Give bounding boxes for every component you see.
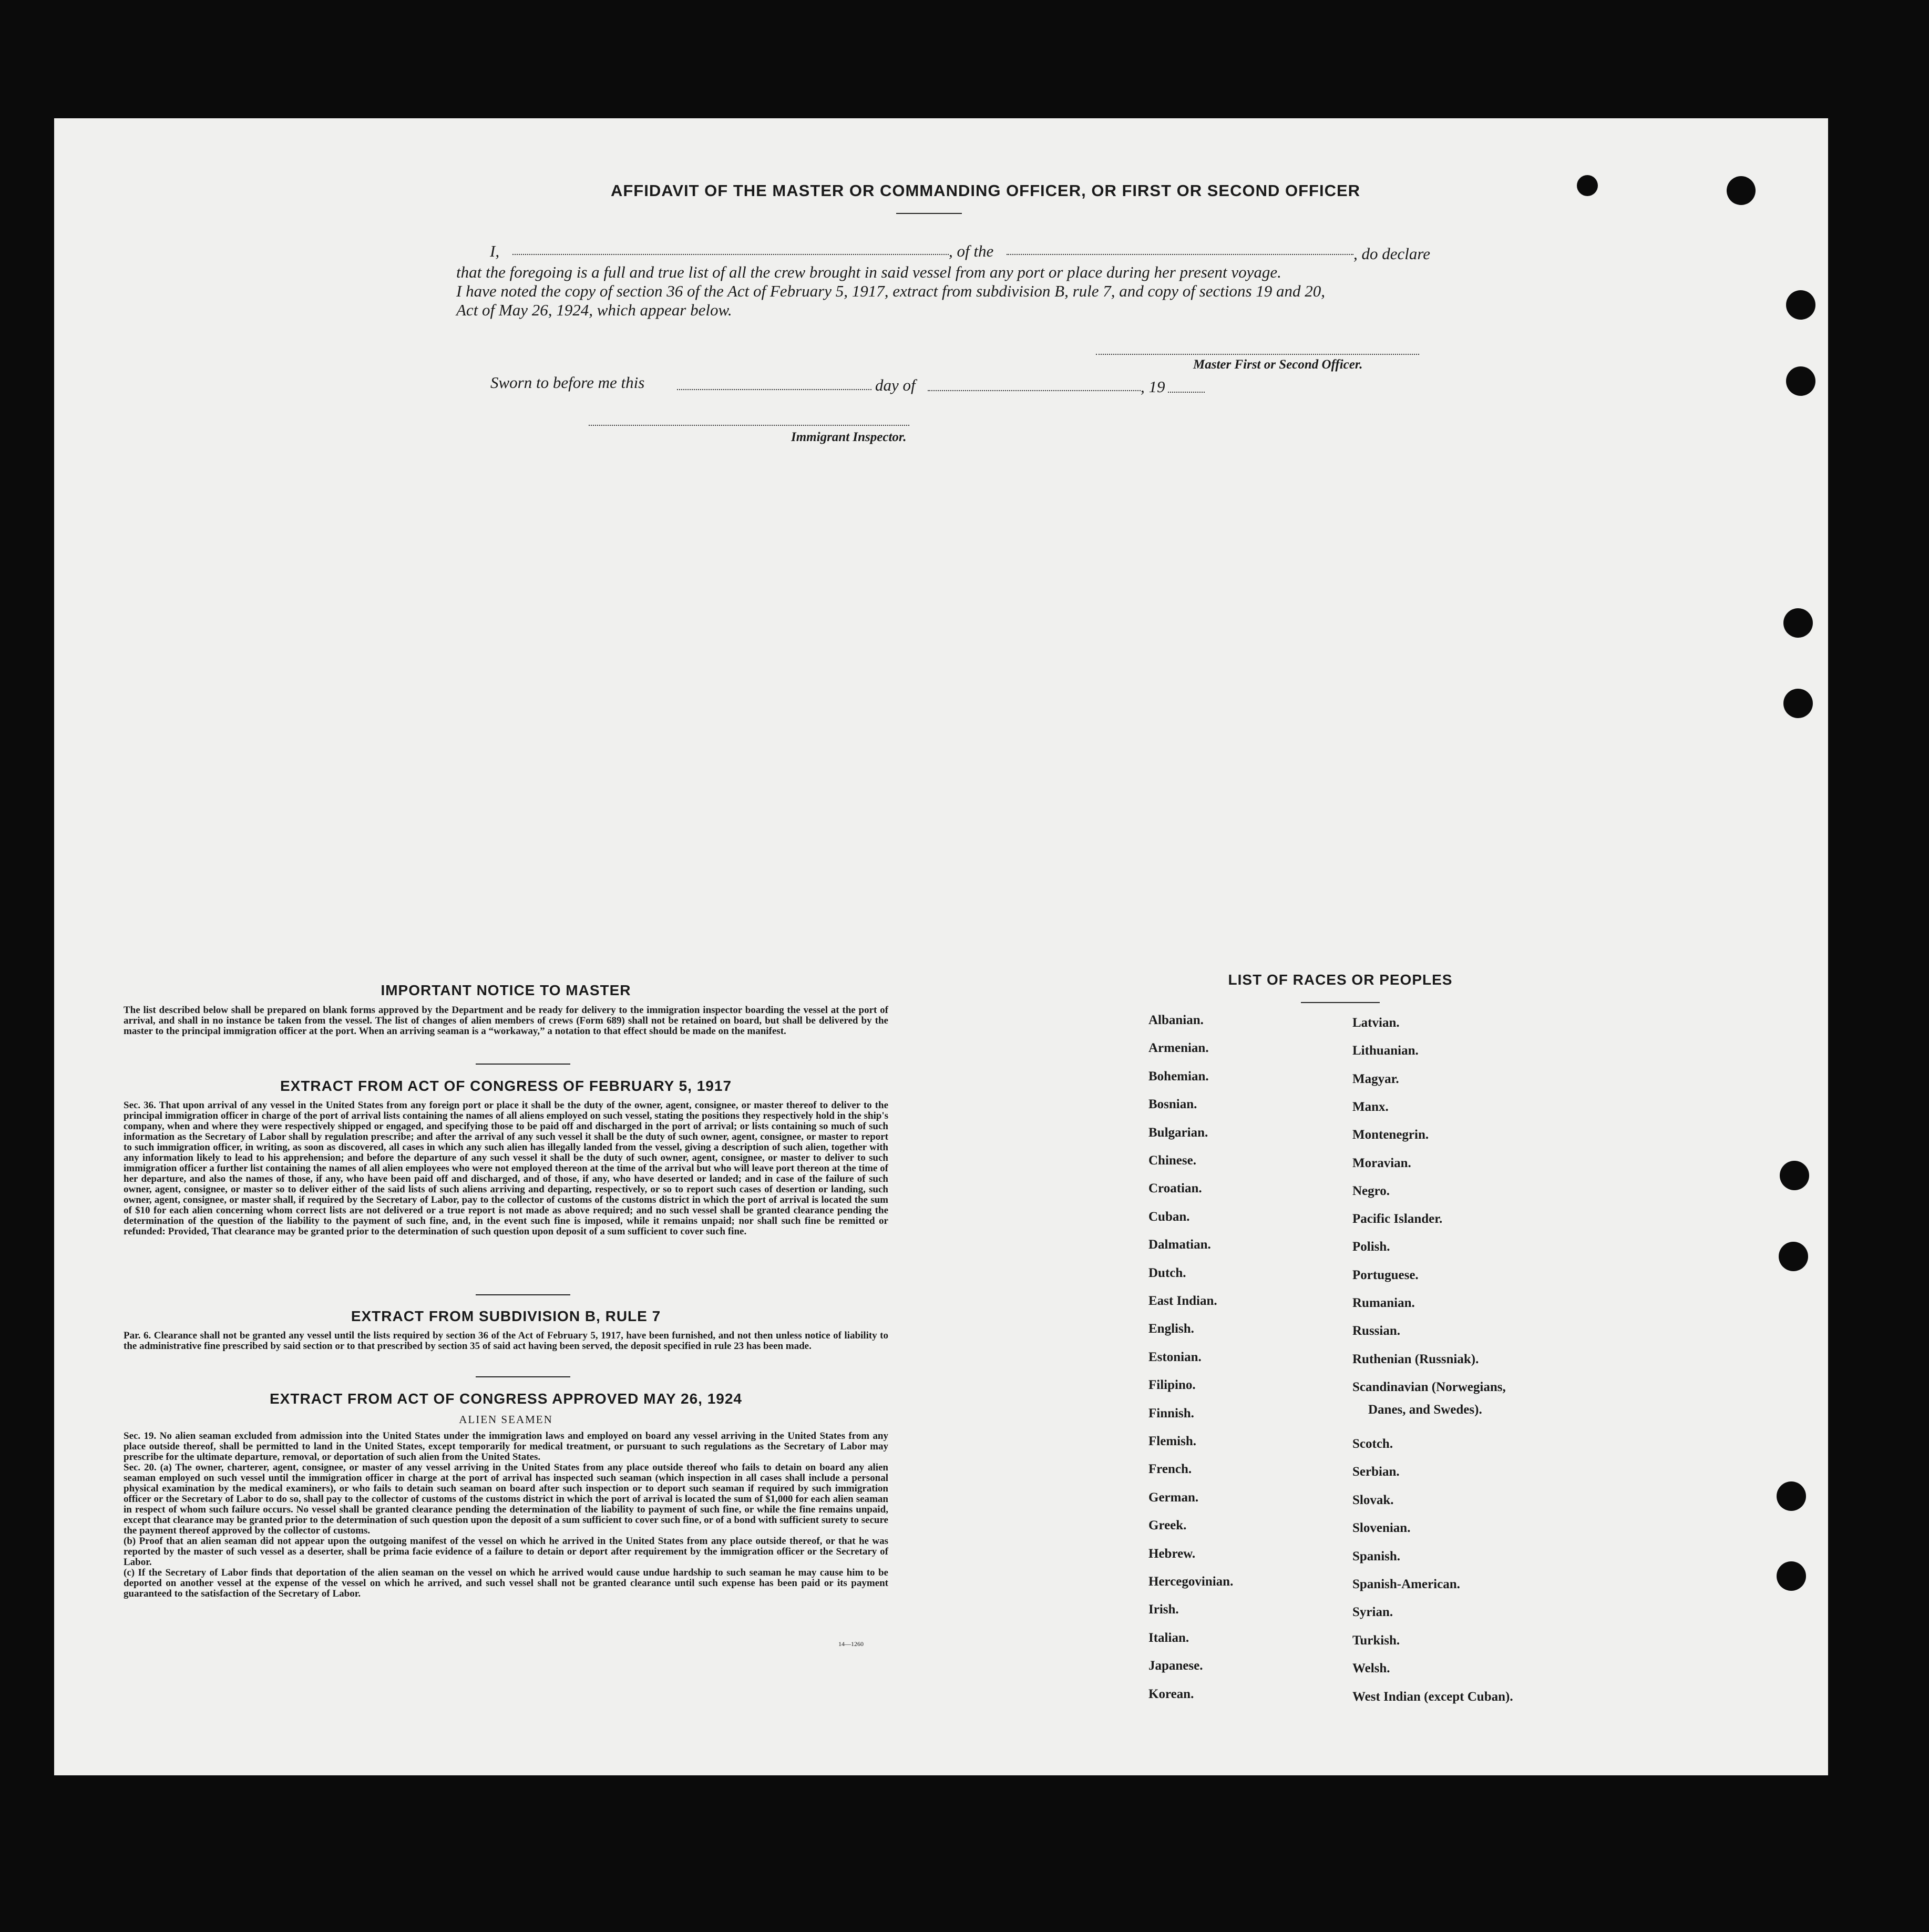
affidavit-statement bbox=[456, 263, 1439, 320]
section-20b: (b) Proof that an alien seaman did not appear upon the outgoing manifest of the vessel on which he arrived in the United States from any place outside thereof, or that he was reported by the master of such vessel as a deserter, shall be prima facie evidence of a failure to detain or deport after requirement by the immigration officer or the Secretary of Labor. bbox=[124, 1536, 888, 1568]
punch-hole bbox=[1786, 290, 1815, 320]
inspector-label: Immigrant Inspector. bbox=[791, 430, 907, 444]
section-20c: (c) If the Secretary of Labor finds that deportation of the alien seaman on the vessel on which he arrived would cause undue hardship to such seaman he may cause him to be deported on another vessel at the expense of the vessel on which he arrived, and such vessel shall not be granted clearance until such expense has been paid or its payment guaranteed to the satisfaction of the Secretary of Labor. bbox=[124, 1567, 888, 1599]
extract-1924-title: EXTRACT FROM ACT OF CONGRESS APPROVED MAY 26, 1924 bbox=[270, 1391, 742, 1407]
sworn-day-field[interactable] bbox=[677, 389, 871, 390]
race-item: English. bbox=[1148, 1322, 1194, 1336]
race-item: Magyar. bbox=[1352, 1071, 1399, 1086]
punch-hole bbox=[1783, 608, 1813, 638]
officer-label: Master First or Second Officer. bbox=[1193, 357, 1363, 372]
sworn-month-field[interactable] bbox=[928, 390, 1141, 391]
race-item: Japanese. bbox=[1148, 1659, 1203, 1673]
race-item: Hercegovinian. bbox=[1148, 1575, 1234, 1589]
race-item: Finnish. bbox=[1148, 1406, 1194, 1420]
affidavit-line-1: that the foregoing is a full and true list of all the crew brought in said vessel from any port or place during her present voyage. bbox=[456, 263, 1281, 281]
punch-hole bbox=[1777, 1561, 1806, 1591]
race-item: Irish. bbox=[1148, 1602, 1179, 1617]
race-item: Italian. bbox=[1148, 1630, 1189, 1645]
sworn-year-field[interactable] bbox=[1168, 392, 1205, 393]
race-item: Moravian. bbox=[1352, 1156, 1411, 1170]
race-item: Syrian. bbox=[1352, 1605, 1393, 1620]
race-item: Pacific Islander. bbox=[1352, 1212, 1443, 1226]
sworn-label: Sworn to before me this bbox=[490, 373, 645, 392]
race-item: Slovak. bbox=[1352, 1493, 1394, 1507]
section-divider bbox=[476, 1376, 570, 1377]
race-item: Flemish. bbox=[1148, 1434, 1196, 1448]
inspector-signature-field[interactable] bbox=[589, 425, 909, 426]
race-item: Dalmatian. bbox=[1148, 1238, 1211, 1252]
race-item: Korean. bbox=[1148, 1686, 1194, 1701]
races-title: LIST OF RACES OR PEOPLES bbox=[1228, 972, 1453, 988]
race-item: Greek. bbox=[1148, 1518, 1187, 1533]
race-item: German. bbox=[1148, 1490, 1199, 1505]
race-item: Scotch. bbox=[1352, 1437, 1393, 1451]
subdivision-body: Par. 6. Clearance shall not be granted any vessel until the lists required by section 36 of the Act of February 5, 1917, have been furnished, and not then unless notice of liability to the administrative fine prescribed by said section or to that prescribed by section 35 of said act having been served, the deposit specified in rule 23 has been made. bbox=[124, 1330, 888, 1352]
notice-body: The list described below shall be prepared on blank forms approved by the Department and be ready for delivery to the immigration inspector boarding the vessel at the port of arrival, and shall in no instance be taken from the vessel. The list of changes of alien members of crews (Form 689) shall not be retained on board, but shall be delivered by the master to the principal immigration officer at the port. When an arriving seaman is a “workaway,” a notation to that effect should be made on the manifest. bbox=[124, 1005, 888, 1037]
race-item: Rumanian. bbox=[1352, 1296, 1415, 1310]
race-item: French. bbox=[1148, 1462, 1192, 1477]
race-item: Scandinavian (Norwegians, bbox=[1352, 1379, 1506, 1394]
name-field[interactable] bbox=[512, 254, 949, 255]
extract-1924-body bbox=[124, 1431, 888, 1599]
affidavit-do-declare: , do declare bbox=[1353, 244, 1431, 263]
race-item: Armenian. bbox=[1148, 1041, 1209, 1056]
affidavit-line-3: Act of May 26, 1924, which appear below. bbox=[456, 301, 732, 319]
race-item: Welsh. bbox=[1352, 1661, 1390, 1676]
ink-blot bbox=[1727, 176, 1756, 205]
race-item: Danes, and Swedes). bbox=[1368, 1403, 1482, 1417]
race-item: Albanian. bbox=[1148, 1013, 1204, 1027]
race-item: Hebrew. bbox=[1148, 1546, 1196, 1561]
race-item: Bulgarian. bbox=[1148, 1125, 1208, 1140]
section-divider bbox=[476, 1294, 570, 1295]
race-item: Ruthenian (Russniak). bbox=[1352, 1352, 1479, 1366]
race-item: Bohemian. bbox=[1148, 1069, 1209, 1083]
punch-hole bbox=[1780, 1161, 1809, 1190]
race-item: West Indian (except Cuban). bbox=[1352, 1689, 1513, 1704]
race-item: Lithuanian. bbox=[1352, 1044, 1419, 1058]
section-divider bbox=[476, 1064, 570, 1065]
race-item: Portuguese. bbox=[1352, 1267, 1419, 1282]
vessel-field[interactable] bbox=[1007, 254, 1353, 255]
race-item: Dutch. bbox=[1148, 1265, 1186, 1280]
officer-signature-field[interactable] bbox=[1096, 354, 1419, 355]
race-item: Turkish. bbox=[1352, 1633, 1400, 1648]
race-item: Latvian. bbox=[1352, 1016, 1400, 1030]
form-number: 14—1260 bbox=[838, 1640, 864, 1648]
race-item: Estonian. bbox=[1148, 1350, 1202, 1364]
races-divider bbox=[1301, 1002, 1380, 1003]
year-label: , 19 bbox=[1141, 377, 1165, 396]
race-item: Croatian. bbox=[1148, 1181, 1202, 1196]
race-item: Spanish-American. bbox=[1352, 1577, 1460, 1591]
day-of-label: day of bbox=[875, 376, 916, 394]
notice-title: IMPORTANT NOTICE TO MASTER bbox=[381, 982, 631, 998]
affidavit-line-2: I have noted the copy of section 36 of the Act of February 5, 1917, extract from subdivision B, rule 7, and copy of sections 19 and 20, bbox=[456, 282, 1326, 300]
alien-seamen-subtitle: ALIEN SEAMEN bbox=[459, 1413, 553, 1426]
affidavit-of-the: , of the bbox=[949, 242, 994, 260]
punch-hole bbox=[1786, 366, 1815, 396]
punch-hole bbox=[1779, 1242, 1808, 1271]
race-item: Slovenian. bbox=[1352, 1521, 1411, 1536]
title-divider bbox=[896, 213, 962, 214]
punch-hole bbox=[1777, 1481, 1806, 1511]
race-item: East Indian. bbox=[1148, 1294, 1217, 1308]
affidavit-i-label: I, bbox=[490, 242, 500, 260]
section-20a: Sec. 20. (a) The owner, charterer, agent, consignee, or master of any vessel arriving in the United States from any place outside thereof who fails to detain on board any alien seaman employed on such vessel until the immigration officer in charge at the port of arrival has inspected such seaman (which inspection in all cases shall include a personal physical examination by the medical examiners), or who fails to detain such seaman on board after such inspection or to deport such seaman if required by such immigration officer or the Secretary of Labor to do so, shall pay to the collector of customs of the customs district in which the port of arrival is located the sum of $1,000 for each alien seaman in respect of whom such failure occurs. No vessel shall be granted clearance pending the determination of the liability to payment of such fine, or while the fine remains unpaid, except that clearance may be granted prior to the determination of such question upon the deposit of a sum sufficient to cover such fine, or of a bond with sufficient surety to secure the payment thereof approved by the collector of customs. bbox=[124, 1462, 888, 1536]
race-item: Spanish. bbox=[1352, 1549, 1401, 1563]
race-item: Negro. bbox=[1352, 1183, 1390, 1198]
race-item: Manx. bbox=[1352, 1099, 1389, 1114]
race-item: Bosnian. bbox=[1148, 1097, 1197, 1112]
race-item: Cuban. bbox=[1148, 1209, 1190, 1224]
affidavit-title: AFFIDAVIT OF THE MASTER OR COMMANDING OFFICER, OR FIRST OR SECOND OFFICER bbox=[610, 181, 1361, 200]
punch-hole bbox=[1783, 689, 1813, 718]
race-item: Chinese. bbox=[1148, 1153, 1196, 1168]
race-item: Montenegrin. bbox=[1352, 1128, 1429, 1142]
section-19: Sec. 19. No alien seaman excluded from admission into the United States under the immigration laws and employed on board any vessel arriving in the United States from any place outside thereof, shall be permitted to land in the United States, except temporarily for medical treatment, or pursuant to such regulations as the Secretary of Labor may prescribe for the ultimate departure, removal, or deportation of such alien from the United States. bbox=[124, 1430, 888, 1463]
ink-blot bbox=[1577, 175, 1598, 196]
subdivision-title: EXTRACT FROM SUBDIVISION B, RULE 7 bbox=[351, 1308, 661, 1324]
race-item: Filipino. bbox=[1148, 1378, 1196, 1393]
race-item: Polish. bbox=[1352, 1240, 1390, 1254]
extract-1917-body: Sec. 36. That upon arrival of any vessel in the United States from any foreign port or place it shall be the duty of the owner, agent, consignee, or master thereof to deliver to the principal immigration officer in charge of the port of arrival lists containing the names of all aliens employed on such vessel, stating the positions they respectively hold in the ship's company, when and where they were respectively shipped or engaged, and specifying those to be paid off and discharged in the port of arrival; or lists containing so much of such information as the Secretary of Labor shall by regulation prescribe; and after the arrival of any such vessel it shall be the duty of such owner, agent, consignee, or master to report to such immigration officer, in writing, as soon as discovered, all cases in which any such alien has illegally landed from the vessel, giving a description of such alien, together with any information likely to lead to his apprehension; and before the departure of any such vessel it shall be the duty of such owner, agent, consignee, or master to deliver to such immigration officer a further list containing the names of all alien employees who were not employed thereon at the time of the arrival but who will leave port thereon at the time of her departure, and also the names of those, if any, who have been paid off and discharged, and of those, if any, who have deserted or landed; and in case of the failure of such owner, agent, consignee, or master so to deliver either of the said lists of such aliens arriving and departing, respectively, or so to report such cases of desertion or landing, such owner, agent, consignee, or master shall, if required by the Secretary of Labor, pay to the collector of customs of the customs district in which the port of arrival is located the sum of $10 for each alien concerning whom correct lists are not delivered or a true report is not made as above required; and no such vessel shall be granted clearance pending the determination of the question of the liability to the payment of such fine, and, in the event such fine is imposed, while it remains unpaid; nor shall such fine be remitted or refunded: Provided, That clearance may be granted prior to the determination of such question upon deposit of a sum sufficient to cover such fine. bbox=[124, 1100, 888, 1237]
race-item: Russian. bbox=[1352, 1324, 1401, 1338]
extract-1917-title: EXTRACT FROM ACT OF CONGRESS OF FEBRUARY 5, 1917 bbox=[280, 1078, 732, 1094]
race-item: Serbian. bbox=[1352, 1465, 1400, 1479]
